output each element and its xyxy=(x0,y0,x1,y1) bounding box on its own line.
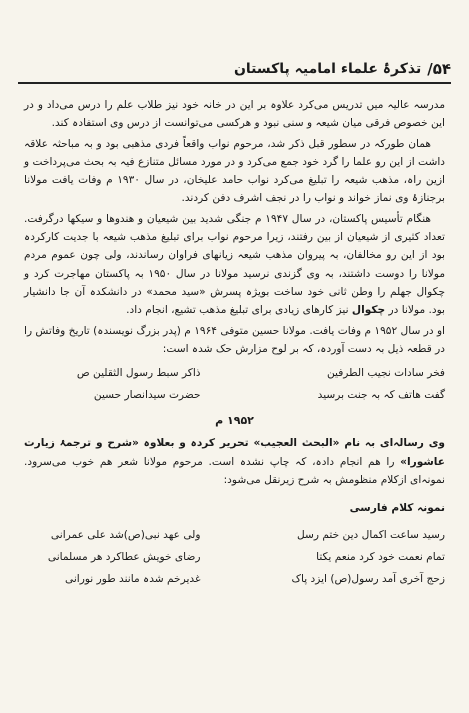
poetry-line: زحج آخری آمد رسول(ص) ایزد پاک xyxy=(291,572,445,585)
paragraph-1: مدرسہ عالیہ میں تدریس می‌کرد علاوہ بر این در خانہ خود نیز طلاب علم را درس می‌داد و در این خصوص فرقی میان شیعہ و سنی نبود و هرکسی می‌توانست از درس وی استفادہ کند. xyxy=(24,99,445,130)
epitaph-line: حضرت سیدانصار حسین xyxy=(93,389,201,402)
poetry-line: تمام نعمت خود کرد منعم یکتا xyxy=(316,550,445,563)
epitaph-line: فخر سادات نجیب الطرفین xyxy=(326,367,445,380)
paragraph-3-end: نیز کارهای زیادی برای تبلیغ مذهب تشیع، انجام داد. xyxy=(126,304,349,317)
paragraph-5-text: را هم انجام دادہ، کہ چاپ نشدہ است. مرحوم مولانا شعر هم خوب می‌سرود. نمونہ‌ای ازکلام منظومش بہ شرح زیرنقل می‌شود: xyxy=(24,455,445,487)
poetry-line: غدیرخم شدہ مانند طور نورانی xyxy=(65,572,201,585)
epitaph-line: گفت هاتف کہ بہ جنت برسید xyxy=(317,389,445,402)
paragraph-3-text: هنگام تأسیس پاکستان، در سال ۱۹۴۷ م جنگی شدید بین شیعیان و هندوها و سیکها درگرفت. تعداد کثیری از شیعیان از بین رفتند، زیرا مرحوم نواب برای تبلیغ مذهب شیعہ با جدیت کارکردہ بود از این رو مخالفان، بہ پیروان مذهب شیعہ زیانهای فراوان رساندند، ولی چون عموم مردم مولانا را دوست داشتند، بہ وی گزندی نرسید مولانا در سال ۱۹۵۰ بہ پاکستان مهاجرت کرد و چکوال جهلم را وطن ثانی خود ساخت بویژہ پسرش «سید محمد» در دانشکدہ آن جا دانشیار بود. مولانا در xyxy=(24,212,445,317)
poetry-line: رضای خویش عطاکرد هر مسلمانی xyxy=(47,550,201,563)
epitaph-year: ۱۹۵۲ م xyxy=(215,414,254,428)
poetry-line: ولی عهد نبی(ص)شد علی عمرانی xyxy=(50,528,201,541)
paragraph-4: او در سال ۱۹۵۲ م وفات یافت. مولانا حسین متوفی ۱۹۶۴ م (پدر بزرگ نویسندہ) تاریخ وفاتش را در قطعہ ذیل بہ دست آوردہ، کہ بر لوح مزارش حک شدہ است: xyxy=(24,324,445,355)
paragraph-3 xyxy=(24,210,445,320)
epitaph-line: ذاکر سبط رسول الثقلین ص xyxy=(76,367,201,380)
poetry-heading: نمونہ کلام فارسی xyxy=(349,502,445,515)
works-title: وی رسالہ‌ای بہ نام «البحث العجیب» تحریر کردہ و بعلاوہ «شرح و ترجمۂ زیارت عاشورا» xyxy=(24,437,445,468)
page-number: ۵۴/ xyxy=(427,60,451,78)
epitaph-verses xyxy=(24,362,445,406)
running-title: تذکرۂ علماء امامیہ پاکستان xyxy=(233,61,422,77)
poetry-line: رسید ساعت اکمال دین ختم رسل xyxy=(297,528,445,541)
paragraph-5 xyxy=(24,434,445,489)
page-body xyxy=(24,96,445,594)
page-header xyxy=(18,56,451,84)
paragraph-2: همان طورکہ در سطور قبل ذکر شد، مرحوم نواب واقعاً فردی مذهبی بود و بہ مباحثہ علاقہ داشت از این رو علما را گرد خود جمع می‌کرد و در مورد مسائل متنازع فیہ بہ بحث می‌پرداخت و ازین راہ، مذهب شیعہ را تبلیغ می‌کرد نواب حامد علیخان، در سال ۱۹۳۰ م وفات یافت مولانا برجنازۂ وی نماز خواند و نواب را در نجف اشرف دفن کردند. xyxy=(24,137,446,205)
place-chakwal: چکوال xyxy=(351,304,386,317)
poetry-verses xyxy=(24,524,445,590)
